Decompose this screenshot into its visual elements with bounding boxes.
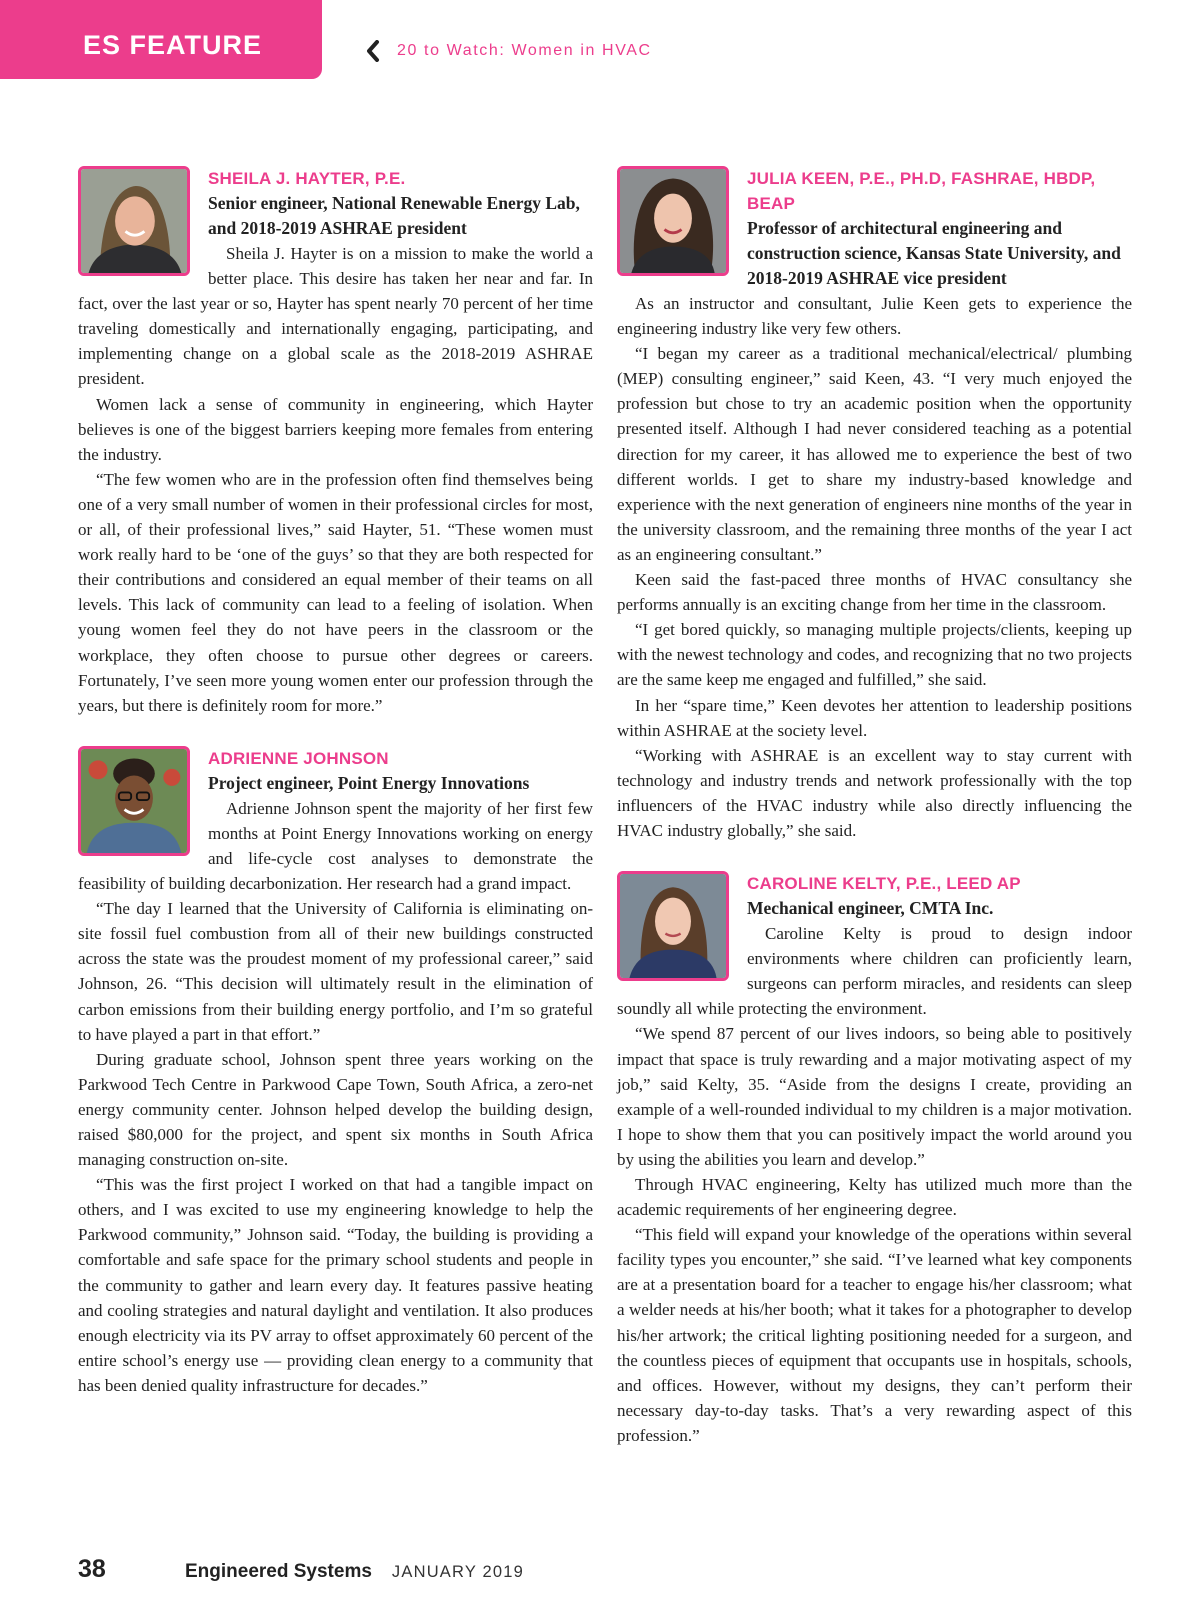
- body-paragraph: “Working with ASHRAE is an excellent way to stay current with technology and industry trends and network professionally with the top influencers of the HVAC industry while also directly influencing the HVAC industry globally,” she said.: [617, 745, 1132, 840]
- portrait-photo-hayter: [78, 166, 190, 276]
- body-paragraph: “The few women who are in the profession often find themselves being one of a very small number of women in their professional circles for most, or all, of their professional lives,” said Hayter, 51. “These women must work really hard to be ‘one of the guys’ so that they are both respected for their contributions and considered an equal member of their teams on all levels. This lack of community can lead to a feeling of isolation. When young women feel they do not have peers in the classroom or the workplace, they often choose to pursue other degrees or careers. Fortunately, I’ve seen more young women enter our profession through the years, but there is definitely room for more.”: [78, 469, 593, 715]
- right-column: [617, 166, 1132, 1476]
- breadcrumb[interactable]: [366, 40, 652, 62]
- body-paragraph: “I get bored quickly, so managing multiple projects/clients, keeping up with the newest technology and codes, and recognizing that no two projects are the same keep me engaged and fulfilled,” she said.: [617, 620, 1132, 690]
- body-paragraph: Women lack a sense of community in engineering, which Hayter believes is one of the biggest barriers keeping more females from entering the industry.: [78, 394, 593, 464]
- body-paragraph: Sheila J. Hayter is on a mission to make the world a better place. This desire has taken her near and far. In fact, over the last year or so, Hayter has spent nearly 70 percent of her time traveling domestically and internationally engaging, participating, and implementing change on a global scale as the 2018-2019 ASHRAE president.: [78, 244, 593, 389]
- body-paragraph: Adrienne Johnson spent the majority of her first few months at Point Energy Innovations working on energy and life-cycle cost analyses to demonstrate the feasibility of building decarbonization. Her research had a grand impact.: [78, 798, 593, 894]
- section-label: ES FEATURE: [83, 30, 263, 60]
- chevron-left-icon[interactable]: [366, 40, 380, 62]
- issue-date: JANUARY 2019: [391, 1563, 525, 1581]
- body-paragraph: “The day I learned that the University of California is eliminating on-site fossil fuel combustion from all of their new buildings constructed across the state was the proudest moment of my professional career,” said Johnson, 26. “This decision will ultimately result in the elimination of carbon emissions from their building energy portfolio, and I’m so grateful to have played a part in that effort.”: [78, 899, 593, 1044]
- portrait-photo-keen: [617, 166, 729, 276]
- page-number: 38: [78, 1555, 106, 1583]
- body-paragraph: Through HVAC engineering, Kelty has utilized much more than the academic requirements of her engineering degree.: [617, 1175, 1132, 1220]
- body-paragraph: “We spend 87 percent of our lives indoors, so being able to positively impact that space is truly rewarding and a major motivating aspect of my job,” said Kelty, 35. “Aside from the designs I create, providing an example of a well-rounded individual to my children is a major motivation. I hope to show them that you can positively impact the world around you by using the abilities you learn and develop.”: [617, 1024, 1132, 1169]
- profile-role: Project engineer, Point Energy Innovations: [208, 772, 530, 793]
- profile-hayter: [78, 166, 593, 718]
- breadcrumb-title[interactable]: 20 to Watch: Women in HVAC: [397, 42, 652, 59]
- body-paragraph: In her “spare time,” Keen devotes her attention to leadership positions within ASHRAE at the society level.: [617, 695, 1132, 740]
- body-paragraph: During graduate school, Johnson spent three years working on the Parkwood Tech Centre in Parkwood Cape Town, South Africa, a zero-net energy community center. Johnson helped develop the building design, raised $80,000 for the project, and spent six months in South Africa managing construction on-site.: [78, 1049, 593, 1170]
- profile-role: Senior engineer, National Renewable Energy Lab, and 2018-2019 ASHRAE president: [208, 193, 580, 238]
- body-paragraph: “This was the first project I worked on that had a tangible impact on others, and I was excited to use my engineering knowledge to help the Parkwood community,” Johnson said. “Today, the building is providing a comfortable and safe space for the primary school students and people in the community to gather and learn every day. It features passive heating and cooling strategies and natural daylight and ventilation. It also produces enough electricity via its PV array to offset approximately 60 percent of the entire school’s energy use — providing clean energy to a community that has been denied quality infrastructure for decades.”: [78, 1175, 593, 1395]
- body-paragraph: “This field will expand your knowledge of the operations within several facility types you encounter,” she said. “I’ve learned what key components are at a presentation board for a teacher to engage his/her classroom; what a welder needs at his/her booth; what it takes for a photographer to develop his/her artwork; the critical lighting positioning needed for a surgeon, and the countless pieces of equipment that occupants use in hospitals, schools, and offices. However, without my designs, they can’t perform their necessary day-to-day tasks. That’s a very rewarding aspect of this profession.”: [617, 1225, 1132, 1445]
- body-paragraph: “I began my career as a traditional mechanical/electrical/ plumbing (MEP) consulting engineer,” said Keen, 43. “I very much enjoyed the profession but chose to try an academic position when the opportunity presented itself. Although I had never considered teaching as a potential direction for my career, it has allowed me to experience the best of two different worlds. I get to share my industry-based knowledge and experience with the next generation of engineers nine months of the year in the university classroom, and the remaining three months of the year I act as an engineering consultant.”: [617, 344, 1132, 564]
- body-paragraph: Keen said the fast-paced three months of HVAC consultancy she performs annually is an exciting change from her time in the classroom.: [617, 570, 1132, 615]
- body-paragraph: As an instructor and consultant, Julie Keen gets to experience the engineering industry like very few others.: [617, 294, 1132, 339]
- profile-name: JULIA KEEN, P.E., PH.D, FASHRAE, HBDP, BEAP: [747, 169, 1096, 213]
- magazine-title: Engineered Systems: [185, 1561, 372, 1582]
- profile-role: Professor of architectural engineering and construction science, Kansas State University, and 2018-2019 ASHRAE vice president: [747, 218, 1121, 288]
- profile-name: ADRIENNE JOHNSON: [208, 748, 389, 768]
- portrait-photo-kelty: [617, 871, 729, 981]
- page-footer: [78, 1555, 524, 1584]
- portrait-photo-johnson: [78, 746, 190, 856]
- profile-johnson: [78, 746, 593, 1398]
- body-paragraph: Caroline Kelty is proud to design indoor environments where children can proficiently learn, surgeons can perform miracles, and residents can sleep soundly all while protecting the environment.: [617, 924, 1132, 1019]
- profile-kelty: [617, 871, 1132, 1448]
- left-column: [78, 166, 593, 1426]
- profile-name: CAROLINE KELTY, P.E., LEED AP: [747, 874, 1021, 894]
- profile-name: SHEILA J. HAYTER, P.E.: [208, 169, 406, 188]
- profile-role: Mechanical engineer, CMTA Inc.: [747, 898, 994, 919]
- profile-keen: [617, 166, 1132, 843]
- section-tab: [0, 0, 322, 79]
